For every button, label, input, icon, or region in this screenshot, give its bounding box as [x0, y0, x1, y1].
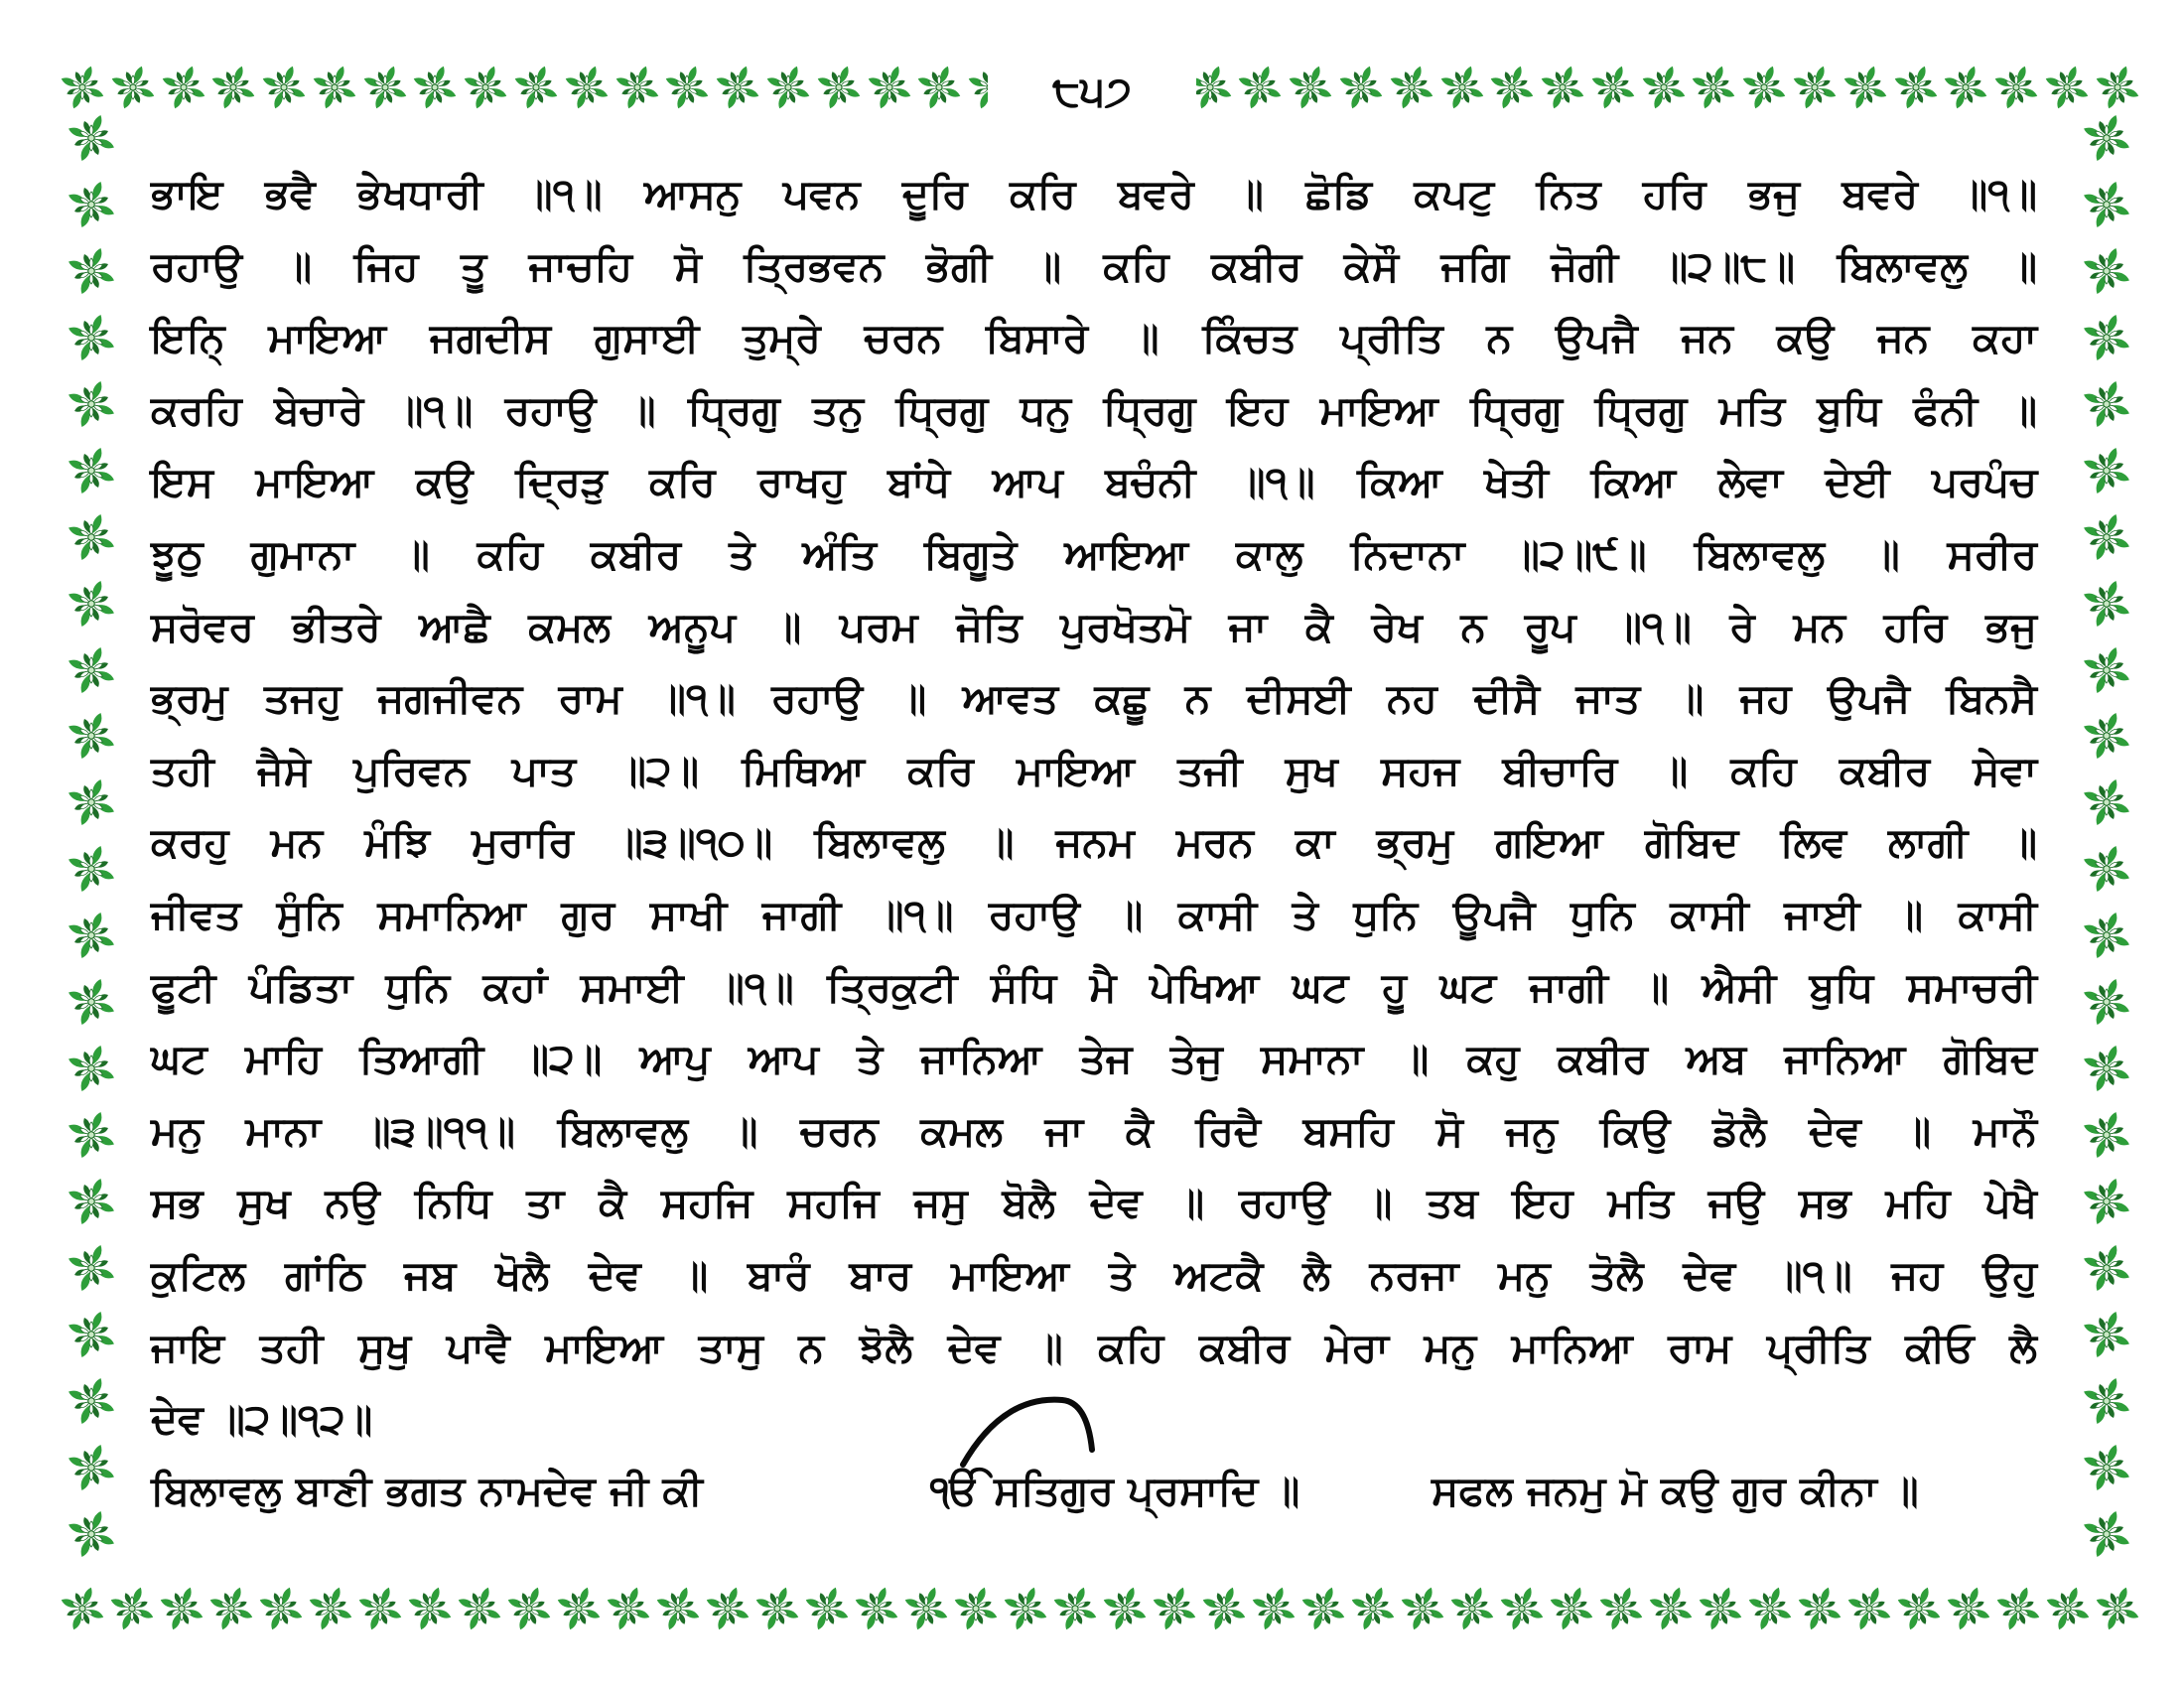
flower-icon	[2080, 1507, 2133, 1561]
text-line: ਦੇਵ ॥੨॥੧੨॥	[151, 1395, 373, 1444]
flower-icon	[310, 63, 359, 112]
flower-icon	[461, 63, 510, 112]
flower-icon	[662, 63, 712, 112]
flower-icon	[2080, 577, 2133, 631]
flower-icon	[763, 63, 813, 112]
flower-icon	[2080, 842, 2133, 896]
flower-icon	[865, 63, 914, 112]
flower-icon	[2080, 775, 2133, 829]
flower-icon	[901, 1584, 951, 1633]
flower-icon	[1891, 63, 1941, 112]
flower-icon	[1745, 1584, 1795, 1633]
text-line: ਮਨੁ ਮਾਨਾ ॥੩॥੧੧॥ ਬਿਲਾਵਲੁ ॥ ਚਰਨ ਕਮਲ ਜਾ ਕੈ ਰਿਦੈ ਬਸਹਿ ਸੋ ਜਨੁ ਕਿਉ ਡੋਲੈ ਦੇਵ ॥ ਮਾਨੌ	[151, 1106, 2037, 1155]
flower-icon	[713, 63, 762, 112]
flower-icon	[2080, 178, 2133, 231]
flower-icon	[914, 63, 964, 112]
flower-icon	[1235, 63, 1285, 112]
flower-icon	[2080, 444, 2133, 497]
flower-icon	[65, 244, 118, 298]
flower-icon	[2080, 1241, 2133, 1295]
flower-icon	[604, 1584, 653, 1633]
flower-icon	[1249, 1584, 1298, 1633]
flower-icon	[65, 975, 118, 1029]
flower-icon	[2080, 643, 2133, 697]
flower-icon	[65, 444, 118, 497]
flower-icon	[504, 1584, 554, 1633]
text-line: ਫੂਟੀ ਪੰਡਿਤਾ ਧੁਨਿ ਕਹਾਂ ਸਮਾਈ ॥੧॥ ਤ੍ਰਿਕੁਟੀ ਸੰਧਿ ਮੈ ਪੇਖਿਆ ਘਟ ਹੂ ਘਟ ਜਾਗੀ ॥ ਐਸੀ ਬੁਧਿ ਸਮਾਚਰੀ	[151, 962, 2037, 1011]
flower-icon	[1795, 1584, 1844, 1633]
flower-icon	[455, 1584, 504, 1633]
flower-icon	[2093, 1584, 2142, 1633]
flower-icon	[1689, 63, 1738, 112]
flower-icon	[2080, 1175, 2133, 1228]
text-line: ਜਾਇ ਤਹੀ ਸੁਖੁ ਪਾਵੈ ਮਾਇਆ ਤਾਸੁ ਨ ਝੋਲੈ ਦੇਵ ॥ ਕਹਿ ਕਬੀਰ ਮੇਰਾ ਮਨੁ ਮਾਨਿਆ ਰਾਮ ਪ੍ਰੀਤਿ ਕੀਓ ਲੈ	[151, 1323, 2037, 1371]
flower-icon	[107, 1584, 157, 1633]
flower-icon	[1348, 1584, 1398, 1633]
flower-icon	[1841, 63, 1890, 112]
flower-icon	[1150, 1584, 1199, 1633]
flower-icon	[1894, 1584, 1944, 1633]
flower-icon	[1487, 63, 1537, 112]
flower-icon	[2080, 709, 2133, 763]
text-line: ਰਹਾਉ ॥ ਜਿਹ ਤੂ ਜਾਚਹਿ ਸੋ ਤ੍ਰਿਭਵਨ ਭੋਗੀ ॥ ਕਹਿ ਕਬੀਰ ਕੇਸੌ ਜਗਿ ਜੋਗੀ ॥੨॥੮॥ ਬਿਲਾਵਲੁ ॥	[151, 241, 2037, 290]
text-line: ਭ੍ਰਮੁ ਤਜਹੁ ਜਗਜੀਵਨ ਰਾਮ ॥੧॥ ਰਹਾਉ ॥ ਆਵਤ ਕਛੂ ਨ ਦੀਸਈ ਨਹ ਦੀਸੈ ਜਾਤ ॥ ਜਹ ਉਪਜੈ ਬਿਨਸੈ	[151, 674, 2037, 723]
bani-heading: ਬਿਲਾਵਲੁ ਬਾਣੀ ਭਗਤ ਨਾਮਦੇਵ ਜੀ ਕੀ	[151, 1467, 703, 1514]
flower-icon	[1050, 1584, 1100, 1633]
flower-icon	[2042, 63, 2092, 112]
flower-icon	[1646, 1584, 1696, 1633]
flower-icon	[1547, 1584, 1596, 1633]
flower-icon	[1596, 1584, 1646, 1633]
border-left	[60, 111, 123, 1561]
flower-icon	[2080, 510, 2133, 564]
flower-icon	[2080, 975, 2133, 1029]
flower-icon	[814, 63, 864, 112]
scripture-text	[151, 169, 2037, 1467]
flower-icon	[58, 1584, 107, 1633]
flower-icon	[1100, 1584, 1150, 1633]
flower-icon	[1991, 63, 2041, 112]
flower-icon	[1286, 63, 1335, 112]
flower-icon	[65, 1241, 118, 1295]
flower-icon	[1993, 1584, 2043, 1633]
flower-icon	[65, 577, 118, 631]
flower-icon	[2080, 311, 2133, 364]
flower-icon	[355, 1584, 405, 1633]
flower-icon	[1739, 63, 1789, 112]
text-line: ਕਰਹਿ ਬੇਚਾਰੇ ॥੧॥ ਰਹਾਉ ॥ ਧ੍ਰਿਗੁ ਤਨੁ ਧ੍ਰਿਗੁ ਧਨੁ ਧ੍ਰਿਗੁ ਇਹ ਮਾਇਆ ਧ੍ਰਿਗੁ ਧ੍ਰਿਗੁ ਮਤਿ ਬੁਧਿ ਫੰਨੀ ॥	[151, 385, 2037, 434]
flower-icon	[256, 1584, 306, 1633]
flower-icon	[259, 63, 309, 112]
flower-icon	[2080, 1374, 2133, 1428]
flower-icon	[613, 63, 662, 112]
text-line: ਤਹੀ ਜੈਸੇ ਪੁਰਿਵਨ ਪਾਤ ॥੨॥ ਮਿਥਿਆ ਕਰਿ ਮਾਇਆ ਤਜੀ ਸੁਖ ਸਹਜ ਬੀਚਾਰਿ ॥ ਕਹਿ ਕਬੀਰ ਸੇਵਾ	[151, 746, 2037, 794]
flower-icon	[306, 1584, 355, 1633]
flower-icon	[65, 377, 118, 431]
flower-icon	[1336, 63, 1386, 112]
flower-icon	[65, 1042, 118, 1095]
flower-icon	[405, 1584, 455, 1633]
flower-icon	[58, 63, 107, 112]
flower-icon	[1790, 63, 1840, 112]
flower-icon	[1696, 1584, 1745, 1633]
flower-icon	[65, 1108, 118, 1162]
flower-icon	[2080, 1108, 2133, 1162]
flower-icon	[65, 842, 118, 896]
text-line: ਇਨਿ੍ ਮਾਇਆ ਜਗਦੀਸ ਗੁਸਾਈ ਤੁਮ੍ਰੇ ਚਰਨ ਬਿਸਾਰੇ ॥ ਕਿੰਚਤ ਪ੍ਰੀਤਿ ਨ ਉਪਜੈ ਜਨ ਕਉ ਜਨ ਕਹਾ	[151, 314, 2037, 362]
text-line: ਸਭ ਸੁਖ ਨਉ ਨਿਧਿ ਤਾ ਕੈ ਸਹਜਿ ਸਹਜਿ ਜਸੁ ਬੋਲੈ ਦੇਵ ॥ ਰਹਾਉ ॥ ਤਬ ਇਹ ਮਤਿ ਜਉ ਸਭ ਮਹਿ ਪੇਖੈ	[151, 1179, 2037, 1227]
page-number: ੮੫੭	[1018, 60, 1166, 123]
flower-icon	[65, 311, 118, 364]
flower-icon	[1298, 1584, 1348, 1633]
flower-icon	[65, 1441, 118, 1494]
flower-icon	[1588, 63, 1638, 112]
flower-icon	[1398, 1584, 1447, 1633]
flower-icon	[1538, 63, 1587, 112]
flower-icon	[802, 1584, 852, 1633]
flower-icon	[562, 63, 612, 112]
flower-icon	[65, 1507, 118, 1561]
text-line: ਜੀਵਤ ਸੁੰਨਿ ਸਮਾਨਿਆ ਗੁਰ ਸਾਖੀ ਜਾਗੀ ॥੧॥ ਰਹਾਉ ॥ ਕਾਸੀ ਤੇ ਧੁਨਿ ਊਪਜੈ ਧੁਨਿ ਕਾਸੀ ਜਾਈ ॥ ਕਾਸੀ	[151, 890, 2037, 938]
flower-icon	[653, 1584, 703, 1633]
flower-icon	[511, 63, 561, 112]
text-line: ਕੁਟਿਲ ਗਾਂਠਿ ਜਬ ਖੋਲੈ ਦੇਵ ॥ ਬਾਰੰ ਬਾਰ ਮਾਇਆ ਤੇ ਅਟਕੈ ਲੈ ਨਰਜਾ ਮਨੁ ਤੋਲੈ ਦੇਵ ॥੧॥ ਜਹ ਉਹੁ	[151, 1250, 2037, 1299]
flower-icon	[1497, 1584, 1547, 1633]
flower-icon	[1944, 1584, 1993, 1633]
flower-icon	[951, 1584, 1001, 1633]
text-line: ਸਰੋਵਰ ਭੀਤਰੇ ਆਛੈ ਕਮਲ ਅਨੂਪ ॥ ਪਰਮ ਜੋਤਿ ਪੁਰਖੋਤਮੋ ਜਾ ਕੈ ਰੇਖ ਨ ਰੂਪ ॥੧॥ ਰੇ ਮਨ ਹਰਿ ਭਜੁ	[151, 602, 2037, 650]
flower-icon	[1387, 63, 1436, 112]
mool-mantar: ੴ ਸਤਿਗੁਰ ਪ੍ਰਸਾਦਿ ॥	[930, 1467, 1300, 1514]
flower-icon	[1639, 63, 1689, 112]
flower-icon	[65, 709, 118, 763]
flower-icon	[2080, 909, 2133, 962]
flower-icon	[2080, 111, 2133, 165]
flower-icon	[65, 1308, 118, 1361]
flower-icon	[2080, 1042, 2133, 1095]
flower-icon	[1844, 1584, 1894, 1633]
flower-icon	[65, 510, 118, 564]
flower-icon	[2080, 1441, 2133, 1494]
flower-icon	[65, 1175, 118, 1228]
flower-icon	[2080, 1308, 2133, 1361]
ek-onkar-arc-mark	[953, 1390, 1102, 1470]
flower-icon	[65, 775, 118, 829]
flower-icon	[1437, 63, 1487, 112]
text-line: ਝੂਠੁ ਗੁਮਾਨਾ ॥ ਕਹਿ ਕਬੀਰ ਤੇ ਅੰਤਿ ਬਿਗੂਤੇ ਆਇਆ ਕਾਲੁ ਨਿਦਾਨਾ ॥੨॥੯॥ ਬਿਲਾਵਲੁ ॥ ਸਰੀਰ	[151, 529, 2037, 578]
flower-icon	[1199, 1584, 1249, 1633]
flower-icon	[208, 63, 258, 112]
flower-icon	[1001, 1584, 1050, 1633]
flower-icon	[1941, 63, 1990, 112]
flower-icon	[703, 1584, 752, 1633]
text-line: ਕਰਹੁ ਮਨ ਮੰਝਿ ਮੁਰਾਰਿ ॥੩॥੧੦॥ ਬਿਲਾਵਲੁ ॥ ਜਨਮ ਮਰਨ ਕਾ ਭ੍ਰਮੁ ਗਇਆ ਗੋਬਿਦ ਲਿਵ ਲਾਗੀ ॥	[151, 818, 2037, 867]
text-line: ਇਸ ਮਾਇਆ ਕਉ ਦ੍ਰਿੜੁ ਕਰਿ ਰਾਖਹੁ ਬਾਂਧੇ ਆਪ ਬਚੰਨੀ ॥੧॥ ਕਿਆ ਖੇਤੀ ਕਿਆ ਲੇਵਾ ਦੇਈ ਪਰਪੰਚ	[151, 458, 2037, 506]
flower-icon	[206, 1584, 256, 1633]
border-right	[2075, 111, 2138, 1561]
flower-icon	[2080, 377, 2133, 431]
flower-icon	[554, 1584, 604, 1633]
text-line: ਘਟ ਮਾਹਿ ਤਿਆਗੀ ॥੨॥ ਆਪੁ ਆਪ ਤੇ ਜਾਨਿਆ ਤੇਜ ਤੇਜੁ ਸਮਾਨਾ ॥ ਕਹੁ ਕਬੀਰ ਅਬ ਜਾਨਿਆ ਗੋਬਿਦ	[151, 1035, 2037, 1083]
border-bottom	[58, 1577, 2142, 1640]
flower-icon	[159, 63, 208, 112]
flower-icon	[1447, 1584, 1497, 1633]
flower-icon	[65, 643, 118, 697]
flower-icon	[65, 1374, 118, 1428]
flower-icon	[157, 1584, 206, 1633]
flower-icon	[65, 909, 118, 962]
flower-icon	[108, 63, 158, 112]
flower-icon	[752, 1584, 802, 1633]
flower-icon	[65, 111, 118, 165]
flower-icon	[2043, 1584, 2093, 1633]
flower-icon	[2080, 244, 2133, 298]
flower-icon	[2093, 63, 2142, 112]
flower-icon	[65, 178, 118, 231]
verse-start: ਸਫਲ ਜਨਮੁ ਮੋ ਕਉ ਗੁਰ ਕੀਨਾ ॥	[1432, 1467, 1919, 1514]
flower-icon	[360, 63, 410, 112]
raag-heading-line	[151, 1466, 2037, 1515]
flower-icon	[852, 1584, 901, 1633]
text-line: ਭਾਇ ਭਵੈ ਭੇਖਧਾਰੀ ॥੧॥ ਆਸਨੁ ਪਵਨ ਦੂਰਿ ਕਰਿ ਬਵਰੇ ॥ ਛੋਡਿ ਕਪਟੁ ਨਿਤ ਹਰਿ ਭਜੁ ਬਵਰੇ ॥੧॥	[151, 170, 2037, 217]
flower-icon	[410, 63, 460, 112]
